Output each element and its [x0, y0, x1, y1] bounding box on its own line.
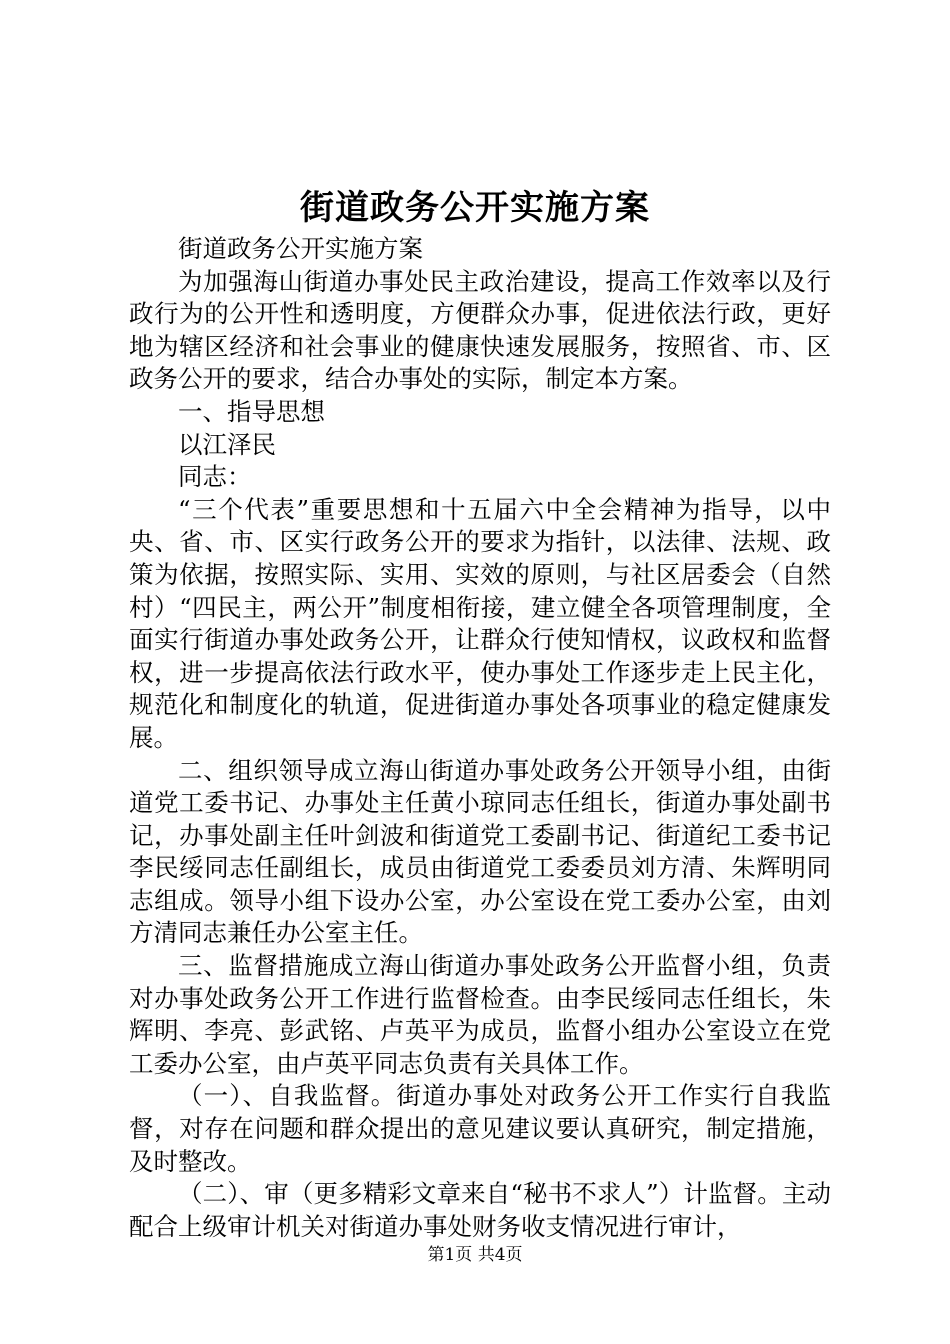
- document-title: 街道政务公开实施方案: [300, 188, 650, 228]
- document-body: [129, 233, 831, 1243]
- section-heading: 一、指导思想: [178, 396, 325, 426]
- paragraph: 为加强海山街道办事处民主政治建设，提高工作效率以及行政行为的公开性和透明度，方便群众办事，促进依法行政，更好地为辖区经济和社会事业的健康快速发展服务，按照省、市、区政务公开的要求，结合办事处的实际，制定本方案。: [129, 266, 831, 394]
- paragraph: 以江泽民: [178, 429, 276, 459]
- paragraph: 二、组织领导成立海山街道办事处政务公开领导小组，由街道党工委书记、办事处主任黄小琼同志任组长，街道办事处副书记，办事处副主任叶剑波和街道党工委副书记、街道纪工委书记李民绥同志任副组长，成员由街道党工委委员刘方清、朱辉明同志组成。领导小组下设办公室，办公室设在党工委办公室，由刘方清同志兼任办公室主任。: [129, 755, 831, 948]
- paragraph: 三、监督措施成立海山街道办事处政务公开监督小组，负责对办事处政务公开工作进行监督检查。由李民绥同志任组长，朱辉明、李亮、彭武铭、卢英平为成员，监督小组办公室设立在党工委办公室，由卢英平同志负责有关具体工作。: [129, 951, 831, 1078]
- paragraph: 街道政务公开实施方案: [178, 234, 423, 263]
- paragraph: （二）、审（更多精彩文章来自“秘书不求人”）计监督。主动配合上级审计机关对街道办事处财务收支情况进行审计，: [129, 1179, 831, 1241]
- paragraph: 同志：: [178, 462, 252, 492]
- paragraph: “三个代表”重要思想和十五届六中全会精神为指导，以中央、省、市、区实行政务公开的要求为指针，以法律、法规、政策为依据，按照实际、实用、实效的原则，与社区居委会（自然村）“四民主，两公开”制度相衔接，建立健全各项管理制度，全面实行街道办事处政务公开，让群众行使知情权，议政权和监督权，进一步提高依法行政水平，使办事处工作逐步走上民主化，规范化和制度化的轨道，促进街道办事处各项事业的稳定健康发展。: [129, 494, 831, 752]
- page-number-footer: 第1页 共4页: [427, 1245, 523, 1265]
- paragraph: （一）、自我监督。街道办事处对政务公开工作实行自我监督，对存在问题和群众提出的意见建议要认真研究，制定措施，及时整改。: [129, 1081, 831, 1176]
